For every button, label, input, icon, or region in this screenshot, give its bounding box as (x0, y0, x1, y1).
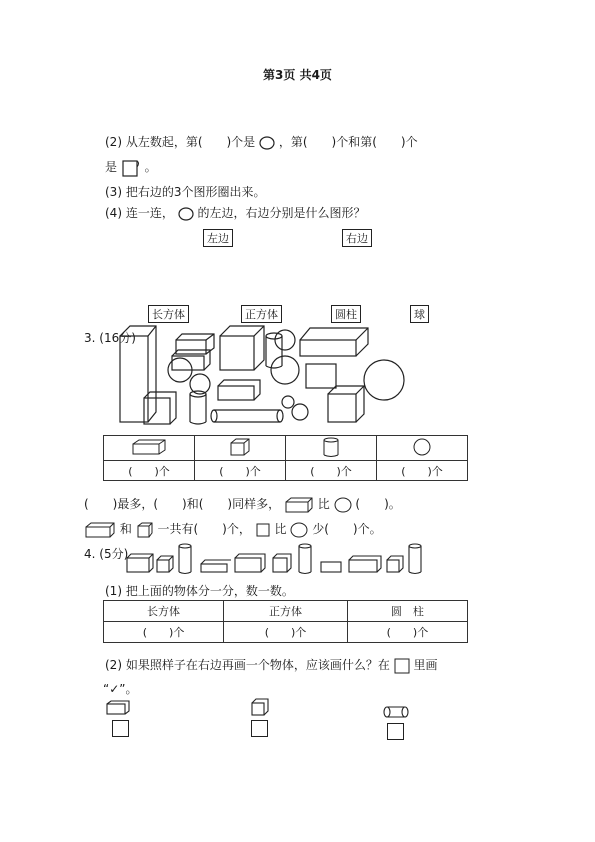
cube-icon (328, 386, 364, 422)
q3-count-sphere[interactable]: ( )个 (377, 461, 468, 481)
q2-part2-text-d: 。 (144, 160, 157, 174)
cuboid-icon (131, 439, 167, 455)
cuboid-icon (284, 497, 314, 513)
rect-icon (306, 364, 336, 388)
q3-table (103, 435, 468, 481)
cube-icon (136, 522, 154, 538)
cylinder-icon (211, 410, 283, 422)
q2-part4-text-b: 的左边，右边分别是什么图形？ (197, 206, 366, 220)
q4-part2-text-a: (2) 如果照样子在右边再画一个物体，应该画什么？在 (105, 658, 390, 672)
category-sphere: 球 (410, 305, 429, 323)
cuboid-icon (84, 522, 116, 538)
q4-header-cube: 正方体 (224, 601, 348, 622)
q3-count-cylinder[interactable]: ( )个 (286, 461, 377, 481)
q3-fill-line2 (84, 520, 382, 538)
right-label: 右边 (342, 229, 372, 247)
q4-count-cylinder[interactable]: ( )个 (347, 622, 467, 643)
cube-icon (157, 556, 173, 572)
q2-part2-text-a: (2) 从左数起，第( )个是 (105, 135, 256, 149)
option-3-figure (383, 704, 413, 722)
circle-icon (271, 356, 299, 384)
q3-fill-text-a: ( )最多，( )和( )同样多， (84, 497, 281, 511)
q4-part1: (1) 把上面的物体分一分，数一数。 (105, 584, 294, 598)
q2-part2-text-b: ，第( )个和第( )个 (278, 135, 418, 149)
cube-icon (220, 326, 264, 370)
q3-number: 3. (16分) (84, 331, 136, 345)
q3-fill-text-e: 一共有( )个， (157, 522, 251, 536)
cuboid-icon (107, 701, 129, 714)
sphere-icon (282, 396, 294, 408)
answer-box-icon (394, 658, 410, 674)
q4-part2-line1 (105, 656, 438, 674)
cube-icon (144, 392, 176, 424)
q2-part2-line1 (105, 133, 418, 150)
cylinder-icon (384, 707, 408, 717)
q2-part4-text-a: (4) 连一连， (105, 206, 174, 220)
cuboid-icon (235, 554, 265, 572)
q3-fill-text-d: 和 (119, 522, 132, 536)
circle-icon (290, 522, 308, 538)
option-2-answer-box[interactable] (251, 720, 268, 737)
page-header: 第3页 共4页 (263, 68, 332, 82)
cuboid-icon (201, 560, 231, 572)
tall-cuboid-icon (120, 326, 156, 422)
q3-shapes-figure (110, 322, 420, 432)
cuboid-icon (349, 556, 381, 572)
cuboid-icon (300, 328, 368, 356)
q4-table (103, 600, 468, 643)
cuboid-icon (218, 380, 260, 400)
sphere-icon (364, 360, 404, 400)
circle-icon (178, 207, 194, 221)
q3-fill-line1 (84, 495, 401, 513)
option-3-answer-box[interactable] (387, 723, 404, 740)
cylinder-icon (322, 437, 340, 457)
option-2-figure (250, 698, 280, 718)
q4-header-cylinder: 圆 柱 (347, 601, 467, 622)
q4-part2-line2: “✓”。 (103, 682, 138, 696)
q2-part4 (105, 204, 366, 221)
left-label: 左边 (203, 229, 233, 247)
sphere-icon (412, 437, 432, 457)
cuboid-icon (176, 334, 214, 354)
circle-icon (275, 330, 295, 350)
cuboid-icon (321, 562, 341, 572)
q4-count-cuboid[interactable]: ( )个 (104, 622, 224, 643)
cylinder-icon (190, 391, 206, 424)
q2-part2-text-c: 是 (105, 160, 118, 174)
category-cuboid: 长方体 (148, 305, 189, 323)
circle-icon (334, 497, 352, 513)
q3-fill-text-g: 少( )个。 (312, 522, 382, 536)
cube-icon (229, 438, 251, 456)
cube-icon (387, 556, 403, 572)
sphere-icon (292, 404, 308, 420)
q3-count-cube[interactable]: ( )个 (195, 461, 286, 481)
q3-fill-text-f: 比 (274, 522, 287, 536)
category-cylinder: 圆柱 (331, 305, 361, 323)
q2-part3: (3) 把右边的3个图形圈出来。 (105, 185, 266, 199)
q4-header-cuboid: 长方体 (104, 601, 224, 622)
option-1-answer-box[interactable] (112, 720, 129, 737)
cube-icon (273, 554, 291, 572)
q4-number: 4. (5分) (84, 547, 129, 561)
q4-count-cube[interactable]: ( )个 (224, 622, 348, 643)
q3-fill-text-c: ( )。 (355, 497, 401, 511)
q3-count-cuboid[interactable]: ( )个 (104, 461, 195, 481)
cuboid-icon (127, 554, 153, 572)
circle-icon (259, 136, 275, 150)
cylinder-icon (409, 544, 421, 574)
cylinder-icon (299, 544, 311, 574)
rect-icon (255, 522, 271, 538)
cylinder-icon (266, 333, 282, 368)
q4-part2-text-b: 里画 (413, 658, 438, 672)
cube-icon (252, 699, 268, 715)
cylinder-icon (121, 159, 141, 177)
q2-part2-line2 (105, 158, 157, 177)
q4-shapes-row (125, 540, 445, 578)
cylinder-icon (179, 544, 191, 574)
q3-fill-text-b: 比 (317, 497, 330, 511)
category-cube: 正方体 (241, 305, 282, 323)
